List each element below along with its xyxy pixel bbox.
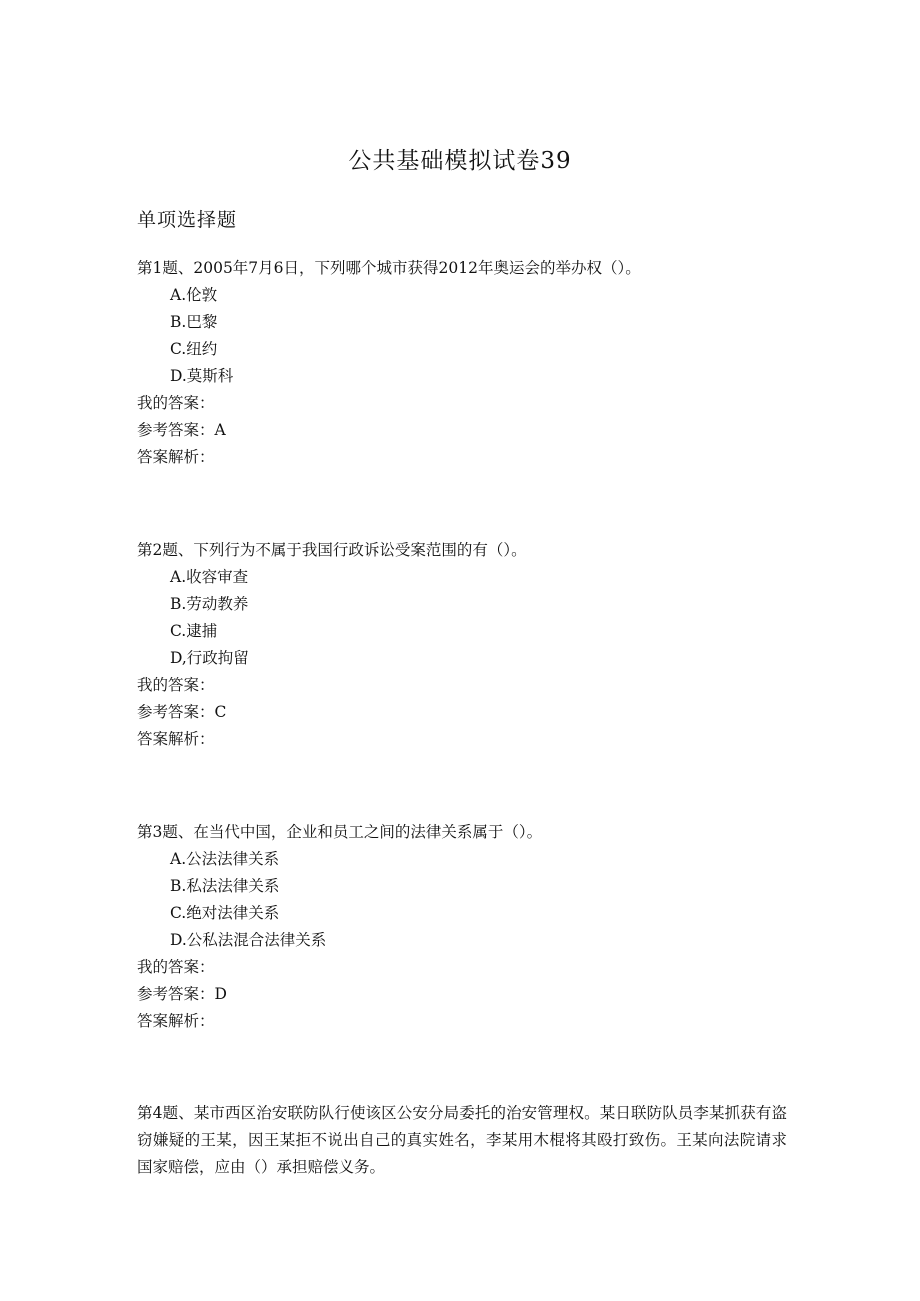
option-d: D,行政拘留 [170,649,249,667]
ref-answer-label: 参考答案： [137,703,215,721]
question-3 [137,819,787,1035]
analysis-line [137,726,787,753]
question-stem: 第3题、在当代中国，企业和员工之间的法律关系属于（）。 [137,823,543,841]
option-a: A.公法法律关系 [170,850,280,868]
analysis-line [137,444,787,471]
option-d: D.公私法混合法律关系 [170,931,327,949]
ref-answer-value: D [214,985,227,1003]
ref-answer-line [137,699,787,726]
ref-answer-line [137,417,787,444]
ref-answer-value: A [214,421,226,439]
ref-answer-label: 参考答案： [137,985,215,1003]
option-b: B.私法法律关系 [170,877,280,895]
question-stem: 第4题、某市西区治安联防队行使该区公安分局委托的治安管理权。某日联防队员李某抓获有盗窃嫌疑的王某，因王某拒不说出自己的真实姓名，李某用木棍将其殴打致伤。王某向法院请求国家赔偿，应由（）承担赔偿义务。 [137,1104,787,1176]
analysis-line [137,1008,787,1035]
question-4 [137,1100,787,1181]
ref-answer-label: 参考答案： [137,421,215,439]
option-b: B.劳动教养 [170,595,249,613]
ref-answer-line [137,981,787,1008]
analysis-label: 答案解析： [137,730,215,748]
page-title: 公共基础模拟试卷39 [348,148,572,174]
analysis-label: 答案解析： [137,448,215,466]
ref-answer-value: C [214,703,227,721]
question-stem: 第2题、下列行为不属于我国行政诉讼受案范围的有（）。 [137,541,527,559]
option-d: D.莫斯科 [170,367,234,385]
section-title: 单项选择题 [137,209,238,231]
option-a: A.伦敦 [170,286,218,304]
option-c: C.逮捕 [170,622,218,640]
question-stem: 第1题、2005年7月6日，下列哪个城市获得2012年奥运会的举办权（）。 [137,259,641,277]
my-answer-label: 我的答案： [137,676,215,694]
option-c: C.绝对法律关系 [170,904,280,922]
my-answer-line [137,672,787,699]
my-answer-line [137,954,787,981]
analysis-label: 答案解析： [137,1012,215,1030]
option-c: C.纽约 [170,340,218,358]
my-answer-line [137,390,787,417]
question-2 [137,537,787,753]
option-a: A.收容审查 [170,568,249,586]
my-answer-label: 我的答案： [137,958,215,976]
question-1 [137,255,787,471]
option-b: B.巴黎 [170,313,218,331]
my-answer-label: 我的答案： [137,394,215,412]
